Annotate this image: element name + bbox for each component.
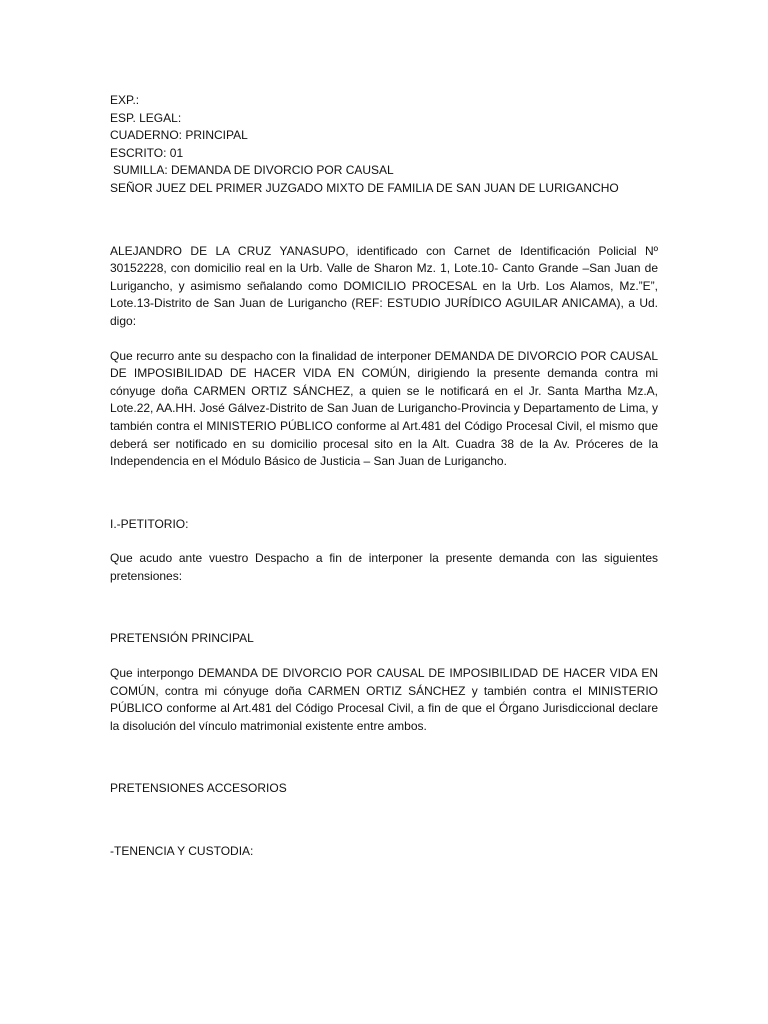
principal-paragraph: Que interpongo DEMANDA DE DIVORCIO POR CAUSAL DE IMPOSIBILIDAD DE HACER VIDA EN COMÚN, contra mi cónyuge doña CARMEN ORTIZ SÁNCHEZ y también contra el MINISTERIO PÚBLICO conforme al Art.481 del Código Procesal Civil, a fin de que el Órgano Jurisdiccional declare la disolución del vínculo matrimonial existente entre ambos. — [110, 666, 658, 733]
esp-legal-line: ESP. LEGAL: — [110, 110, 182, 125]
escrito-line: ESCRITO: 01 — [110, 145, 184, 160]
petitorio-paragraph: Que acudo ante vuestro Despacho a fin de interponer la presente demanda con las siguientes pretensiones: — [110, 551, 658, 583]
exp-line: EXP.: — [110, 93, 140, 107]
accesorios-heading: PRETENSIONES ACCESORIOS — [110, 781, 287, 796]
sumilla-line: SUMILLA: DEMANDA DE DIVORCIO POR CAUSAL — [113, 163, 394, 178]
addressee: SEÑOR JUEZ DEL PRIMER JUZGADO MIXTO DE FAMILIA DE SAN JUAN DE LURIGANCHO — [110, 180, 619, 195]
cuaderno-line: CUADERNO: PRINCIPAL — [110, 128, 248, 143]
principal-heading: PRETENSIÓN PRINCIPAL — [110, 631, 254, 646]
document-page — [110, 92, 658, 861]
petitorio-heading: I.-PETITORIO: — [110, 516, 189, 531]
demand-paragraph: Que recurro ante su despacho con la finalidad de interponer DEMANDA DE DIVORCIO POR CAUSAL DE IMPOSIBILIDAD DE HACER VIDA EN COMÚN, dirigiendo la presente demanda contra mi cónyuge doña CARMEN ORTIZ SÁNCHEZ, a quien se le notificará en el Jr. Santa Martha Mz.A, Lote.22, AA.HH. José Gálvez-Distrito de San Juan de Lurigancho-Provincia y Departamento de Lima, y también contra el MINISTERIO PÚBLICO conforme al Art.481 del Código Procesal Civil, el mismo que deberá ser notificado en su domicilio procesal sito en la Alt. Cuadra 38 de la Av. Próceres de la Independencia en el Módulo Básico de Justicia – San Juan de Lurigancho. — [110, 348, 658, 469]
intro-paragraph: ALEJANDRO DE LA CRUZ YANASUPO, identificado con Carnet de Identificación Policial Nº 30152228, con domicilio real en la Urb. Valle de Sharon Mz. 1, Lote.10- Canto Grande –San Juan de Lurigancho, y asimismo señalando como DOMICILIO PROCESAL en la Urb. Los Alamos, Mz.”E”, Lote.13-Distrito de San Juan de Lurigancho (REF: ESTUDIO JURÍDICO AGUILAR ANICAMA), a Ud. digo: — [110, 243, 658, 328]
tenencia-heading: -TENENCIA Y CUSTODIA: — [110, 844, 254, 859]
